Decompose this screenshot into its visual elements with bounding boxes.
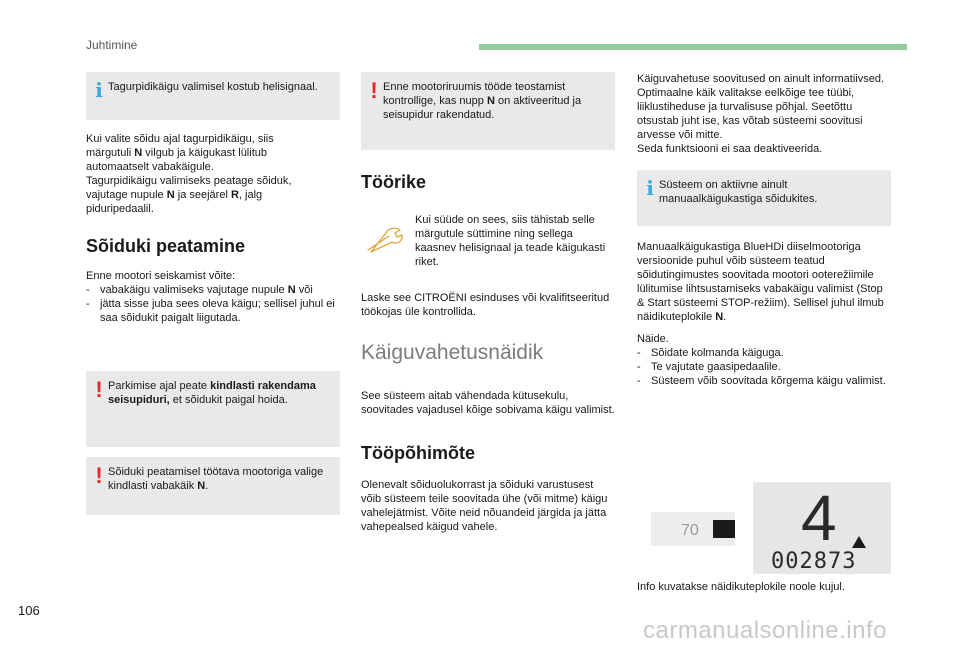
info-text: Tagurpidikäigu valimisel kostub helisignaal. [108,81,318,93]
advice-note: Seda funktsiooni ei saa deaktiveerida. [637,143,823,155]
info-icon: i [646,176,654,200]
list-item: - jätta sisse juba sees oleva käigu; sellisel juhul ei saa sõidukit paigalt liigutada. [86,297,340,325]
info-box-reverse-signal [86,72,340,120]
fault-advice: Laske see CITROËNI esinduses või kvalifitseeritud töökojas üle kontrollida. [361,292,610,318]
section-title: Juhtimine [86,38,138,52]
advice-paragraph: Käiguvahetuse soovitused on ainult informatiivsed. Optimaalne käik valitakse eelkõige tee tüübi, liiklustiheduse ja turvalisuse põhjal. Seetõttu otsustab juht ise, kas võtab süsteemi soovitusi arvesse või mitte. [637,73,885,141]
warning-icon: ! [370,78,378,103]
section-accent-bar [479,44,907,50]
warning-box-parking-brake: ! Parkimise ajal peate kindlasti rakendama seisupiduri, et sõidukit paigal hoida. [86,371,340,447]
warning-icon: ! [95,463,103,488]
instrument-panel-illustration [651,482,891,574]
list-item: - Sõidate kolmanda käiguga. [637,346,891,360]
info-box-manual-only: i Süsteem on aktiivne ainult manuaalkäigukastiga sõidukites. [637,170,891,226]
column-3 [637,72,891,388]
heading-fault: Töörike [361,172,427,192]
speed-readout: 70 [681,522,699,539]
reverse-gear-paragraph: Kui valite sõidu ajal tagurpidikäigu, siis märgutuli N vilgub ja käigukast lülitub automaatselt vabakäigule. Tagurpidikäigu valimiseks peatage sõiduk, vajutage nupule N ja seejärel R, jalg piduripedaalil. [86,133,292,215]
bluehdi-paragraph: Manuaalkäigukastiga BlueHDi diiselmootoriga versioonide puhul võib süsteem teatud sõidutingimustes soovitada mootori ooterežiimile lülitumise lihtsustamiseks vabakäigu valimist (Stop & Start süsteemi STOP-režiim). Sellisel juhul ilmub näidikuteplokile N. [637,241,884,323]
gear-number: 4 [801,482,837,554]
heading-stopping: Sõiduki peatamine [86,236,246,256]
stopping-options-list [86,283,340,325]
info-icon: i [95,78,103,102]
list-item: - vabakäigu valimiseks vajutage nupule N või [86,283,340,297]
column-1 [86,72,340,515]
list-item: - Süsteem võib soovitada kõrgema käigu valimist. [637,374,891,388]
page-number: 106 [18,603,40,618]
warning-icon: ! [95,377,103,402]
speed-panel-black-segment [713,520,735,538]
watermark: carmanualsonline.info [643,617,887,644]
column-2 [361,72,615,534]
fault-text: Kui süüde on sees, siis tähistab selle märgutule süttimine ning sellega kaasnev helisignaal ja teade käigukasti riket. [415,214,606,268]
example-list [637,346,891,388]
fault-warning-row [361,213,615,277]
principle-text: Olenevalt sõiduolukorrast ja sõiduki varustusest võib süsteem teile soovitada ühe (või mitme) käigu vahelejätmist. Võite neid nõuandeid järgida ja jätta vahepealsed käigud vahele. [361,479,608,533]
display-caption: Info kuvatakse näidikuteplokile noole kujul. [637,581,845,593]
warning-box-neutral: ! Sõiduki peatamisel töötava mootoriga valige kindlasti vabakäik N. [86,457,340,515]
heading-gear-shift-indicator: Käiguvahetusnäidik [361,341,544,364]
example-label: Näide. [637,333,669,345]
heading-principle: Tööpõhimõte [361,443,475,463]
warning-box-engine-work: ! Enne mootoriruumis tööde teostamist kontrollige, kas nupp N on aktiveeritud ja seisupidur rakendatud. [361,72,615,150]
gsi-description: See süsteem aitab vähendada kütusekulu, soovitades vajadusel kõige sobivama käigu valimist. [361,390,615,416]
stopping-intro: Enne mootori seiskamist võite: [86,270,236,282]
list-item: - Te vajutate gaasipedaalile. [637,360,891,374]
wrench-icon [365,227,405,253]
odometer-readout: 002873 [771,549,857,574]
